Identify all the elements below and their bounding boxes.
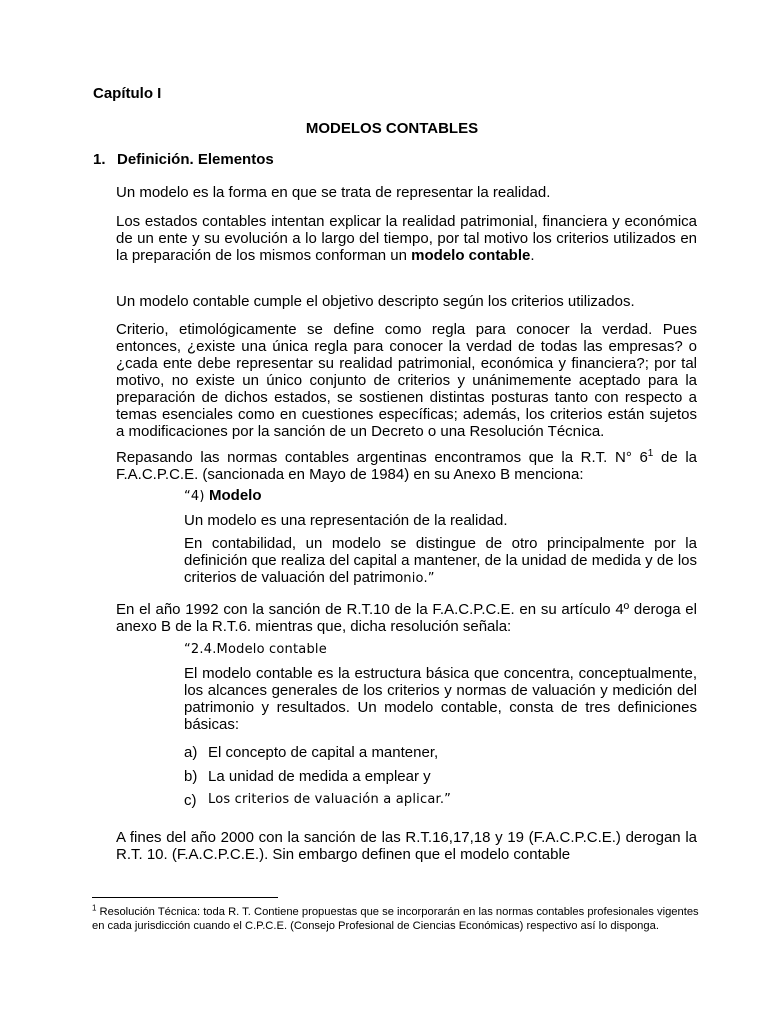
chapter-label: Capítulo I <box>93 85 162 102</box>
paragraph-4: Criterio, etimológicamente se define como regla para conocer la verdad. Pues entonces, ¿existe una única regla para conocer la verdad de todas las empresas? o ¿cada ente debe representar su realidad patrimonial, económica y financiera?; por tal motivo, no existe un único conjunto de criterios y unánimemente aceptado para la preparación de dichos estados, se sostienen distintas posturas tanto con respecto a temas esenciales como en cuestiones específicas; además, los criterios están sujetos a modificaciones por la sanción de un Decreto o una Resolución Técnica. <box>116 321 697 440</box>
paragraph-5 <box>116 449 697 483</box>
list-item <box>184 792 452 809</box>
paragraph-2-end: . <box>530 247 535 264</box>
list-item <box>184 768 431 785</box>
quote-1-number: “4) <box>184 489 210 504</box>
list-item-marker: b) <box>184 768 198 785</box>
page-title: MODELOS CONTABLES <box>305 120 479 137</box>
quote-1-paragraph-1: Un modelo es una representación de la realidad. <box>184 512 508 529</box>
paragraph-1: Un modelo es la forma en que se trata de representar la realidad. <box>116 184 551 201</box>
paragraph-2-text: Los estados contables intentan explicar la realidad patrimonial, financiera y económica de un ente y su evolución a lo largo del tiempo, por tal motivo los criterios utilizados en la preparación de los mismos conforman un <box>116 213 697 264</box>
quote-1-paragraph-2 <box>184 535 697 587</box>
list-item-text: Los criterios de valuación a aplicar.” <box>208 792 452 807</box>
paragraph-7: A fines del año 2000 con la sanción de las R.T.16,17,18 y 19 (F.A.C.P.C.E.) derogan la R.T. 10. (F.A.C.P.C.E.). Sin embargo definen que el modelo contable <box>116 829 697 863</box>
section-heading <box>93 151 274 168</box>
paragraph-2 <box>116 213 697 264</box>
quote-1-paragraph-2-tail: nio.” <box>403 571 435 586</box>
list-item <box>184 744 439 761</box>
quote-1-heading <box>184 487 262 505</box>
footnote-mark: 1 <box>92 903 97 913</box>
list-item-marker: a) <box>184 744 198 761</box>
footnote-text: Resolución Técnica: toda R. T. Contiene propuestas que se incorporarán en las normas contables profesionales vigentes en cada jurisdicción cuando el C.P.C.E. (Consejo Profesional de Ciencias Económicas) respectivo así lo disponga. <box>92 906 699 932</box>
paragraph-5-before: Repasando las normas contables argentinas encontramos que la R.T. N° 6 <box>116 449 648 466</box>
quote-1-title: Modelo <box>209 487 262 504</box>
footnote <box>92 903 702 933</box>
paragraph-6: En el año 1992 con la sanción de R.T.10 de la F.A.C.P.C.E. en su artículo 4º deroga el anexo B de la R.T.6. mientras que, dicha resolución señala: <box>116 601 697 635</box>
list-item-text: El concepto de capital a mantener, <box>208 744 439 761</box>
list-item-marker: c) <box>184 792 197 809</box>
section-title: Definición. Elementos <box>117 151 274 168</box>
paragraph-2-bold: modelo contable <box>411 247 531 264</box>
paragraph-3: Un modelo contable cumple el objetivo descripto según los criterios utilizados. <box>116 293 635 310</box>
quote-2-paragraph: El modelo contable es la estructura básica que concentra, conceptualmente, los alcances generales de los criterios y normas de valuación y medición del patrimonio y resultados. Un modelo contable, consta de tres definiciones básicas: <box>184 665 697 733</box>
paragraph-5-after: de la F.A.C.P.C.E. (sancionada en Mayo de 1984) en su Anexo B menciona: <box>116 449 697 483</box>
footnote-ref: 1 <box>647 448 654 459</box>
section-number: 1. <box>93 151 106 168</box>
footnote-separator <box>92 897 278 898</box>
quote-1-paragraph-2-main: En contabilidad, un modelo se distingue de otro principalmente por la definición que realiza del capital a mantener, de la unidad de medida y de los criterios de valuación del patrimo <box>184 535 697 586</box>
list-item-text: La unidad de medida a emplear y <box>208 768 431 785</box>
quote-2-heading: “2.4.Modelo contable <box>184 642 327 657</box>
